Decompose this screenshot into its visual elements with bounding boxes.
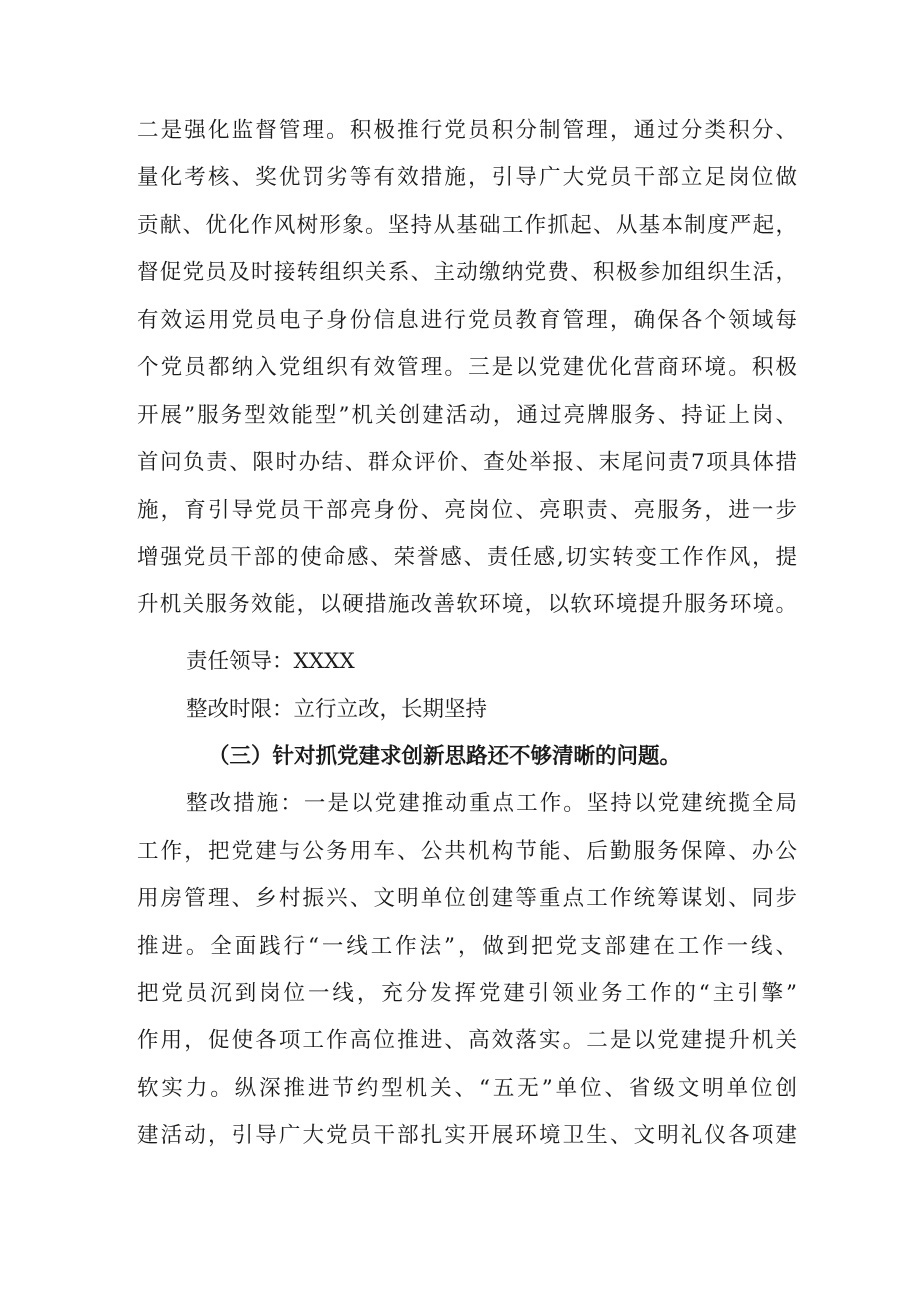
paragraph-line: 用房管理、乡村振兴、文明单位创建等重点工作统筹谋划、同步 bbox=[137, 886, 797, 911]
paragraph-line: 升机关服务效能，以硬措施改善软环境，以软环境提升服务环境。 bbox=[137, 592, 797, 617]
paragraph-line: 贡献、优化作风树形象。坚持从基础工作抓起、从基本制度严起， bbox=[137, 213, 797, 238]
paragraph-line: 开展”服务型效能型”机关创建活动，通过亮牌服务、持证上岗、 bbox=[137, 403, 797, 428]
paragraph-line: 工作，把党建与公务用车、公共机构节能、后勤服务保障、办公 bbox=[137, 839, 797, 864]
responsible-leader: 责任领导：XXXX bbox=[186, 649, 355, 674]
paragraph-line: 个党员都纳入党组织有效管理。三是以党建优化营商环境。积极 bbox=[137, 355, 797, 380]
paragraph-line: 有效运用党员电子身份信息进行党员教育管理，确保各个领域每 bbox=[137, 308, 797, 333]
paragraph-line: 督促党员及时接转组织关系、主动缴纳党费、积极参加组织生活， bbox=[137, 260, 797, 285]
paragraph-line: 建活动，引导广大党员干部扎实开展环境卫生、文明礼仪各项建 bbox=[137, 1123, 797, 1148]
paragraph-line: 施，育引导党员干部亮身份、亮岗位、亮职责、亮服务，进一步 bbox=[137, 498, 797, 523]
paragraph-line: 增强党员干部的使命感、荣誉感、责任感,切实转变工作作风，提 bbox=[137, 545, 797, 570]
paragraph-line: 整改措施：一是以党建推动重点工作。坚持以党建统揽全局 bbox=[186, 791, 797, 816]
paragraph-line: 推进。全面践行“一线工作法”，做到把党支部建在工作一线、 bbox=[137, 934, 797, 959]
paragraph-line: 把党员沉到岗位一线，充分发挥党建引领业务工作的“主引擎” bbox=[137, 981, 797, 1006]
paragraph-line: 作用，促使各项工作高位推进、高效落实。二是以党建提升机关 bbox=[137, 1028, 797, 1053]
rectification-deadline: 整改时限：立行立改，长期坚持 bbox=[186, 697, 488, 722]
paragraph-line: 量化考核、奖优罚劣等有效措施，引导广大党员干部立足岗位做 bbox=[137, 165, 797, 190]
paragraph-line: 软实力。纵深推进节约型机关、“五无”单位、省级文明单位创 bbox=[137, 1076, 797, 1101]
paragraph-line: 首问负责、限时办结、群众评价、查处举报、末尾问责7项具体措 bbox=[137, 450, 797, 475]
section-heading: （三）针对抓党建求创新思路还不够清晰的问题。 bbox=[208, 744, 682, 769]
paragraph-line: 二是强化监督管理。积极推行党员积分制管理，通过分类积分、 bbox=[137, 118, 797, 143]
